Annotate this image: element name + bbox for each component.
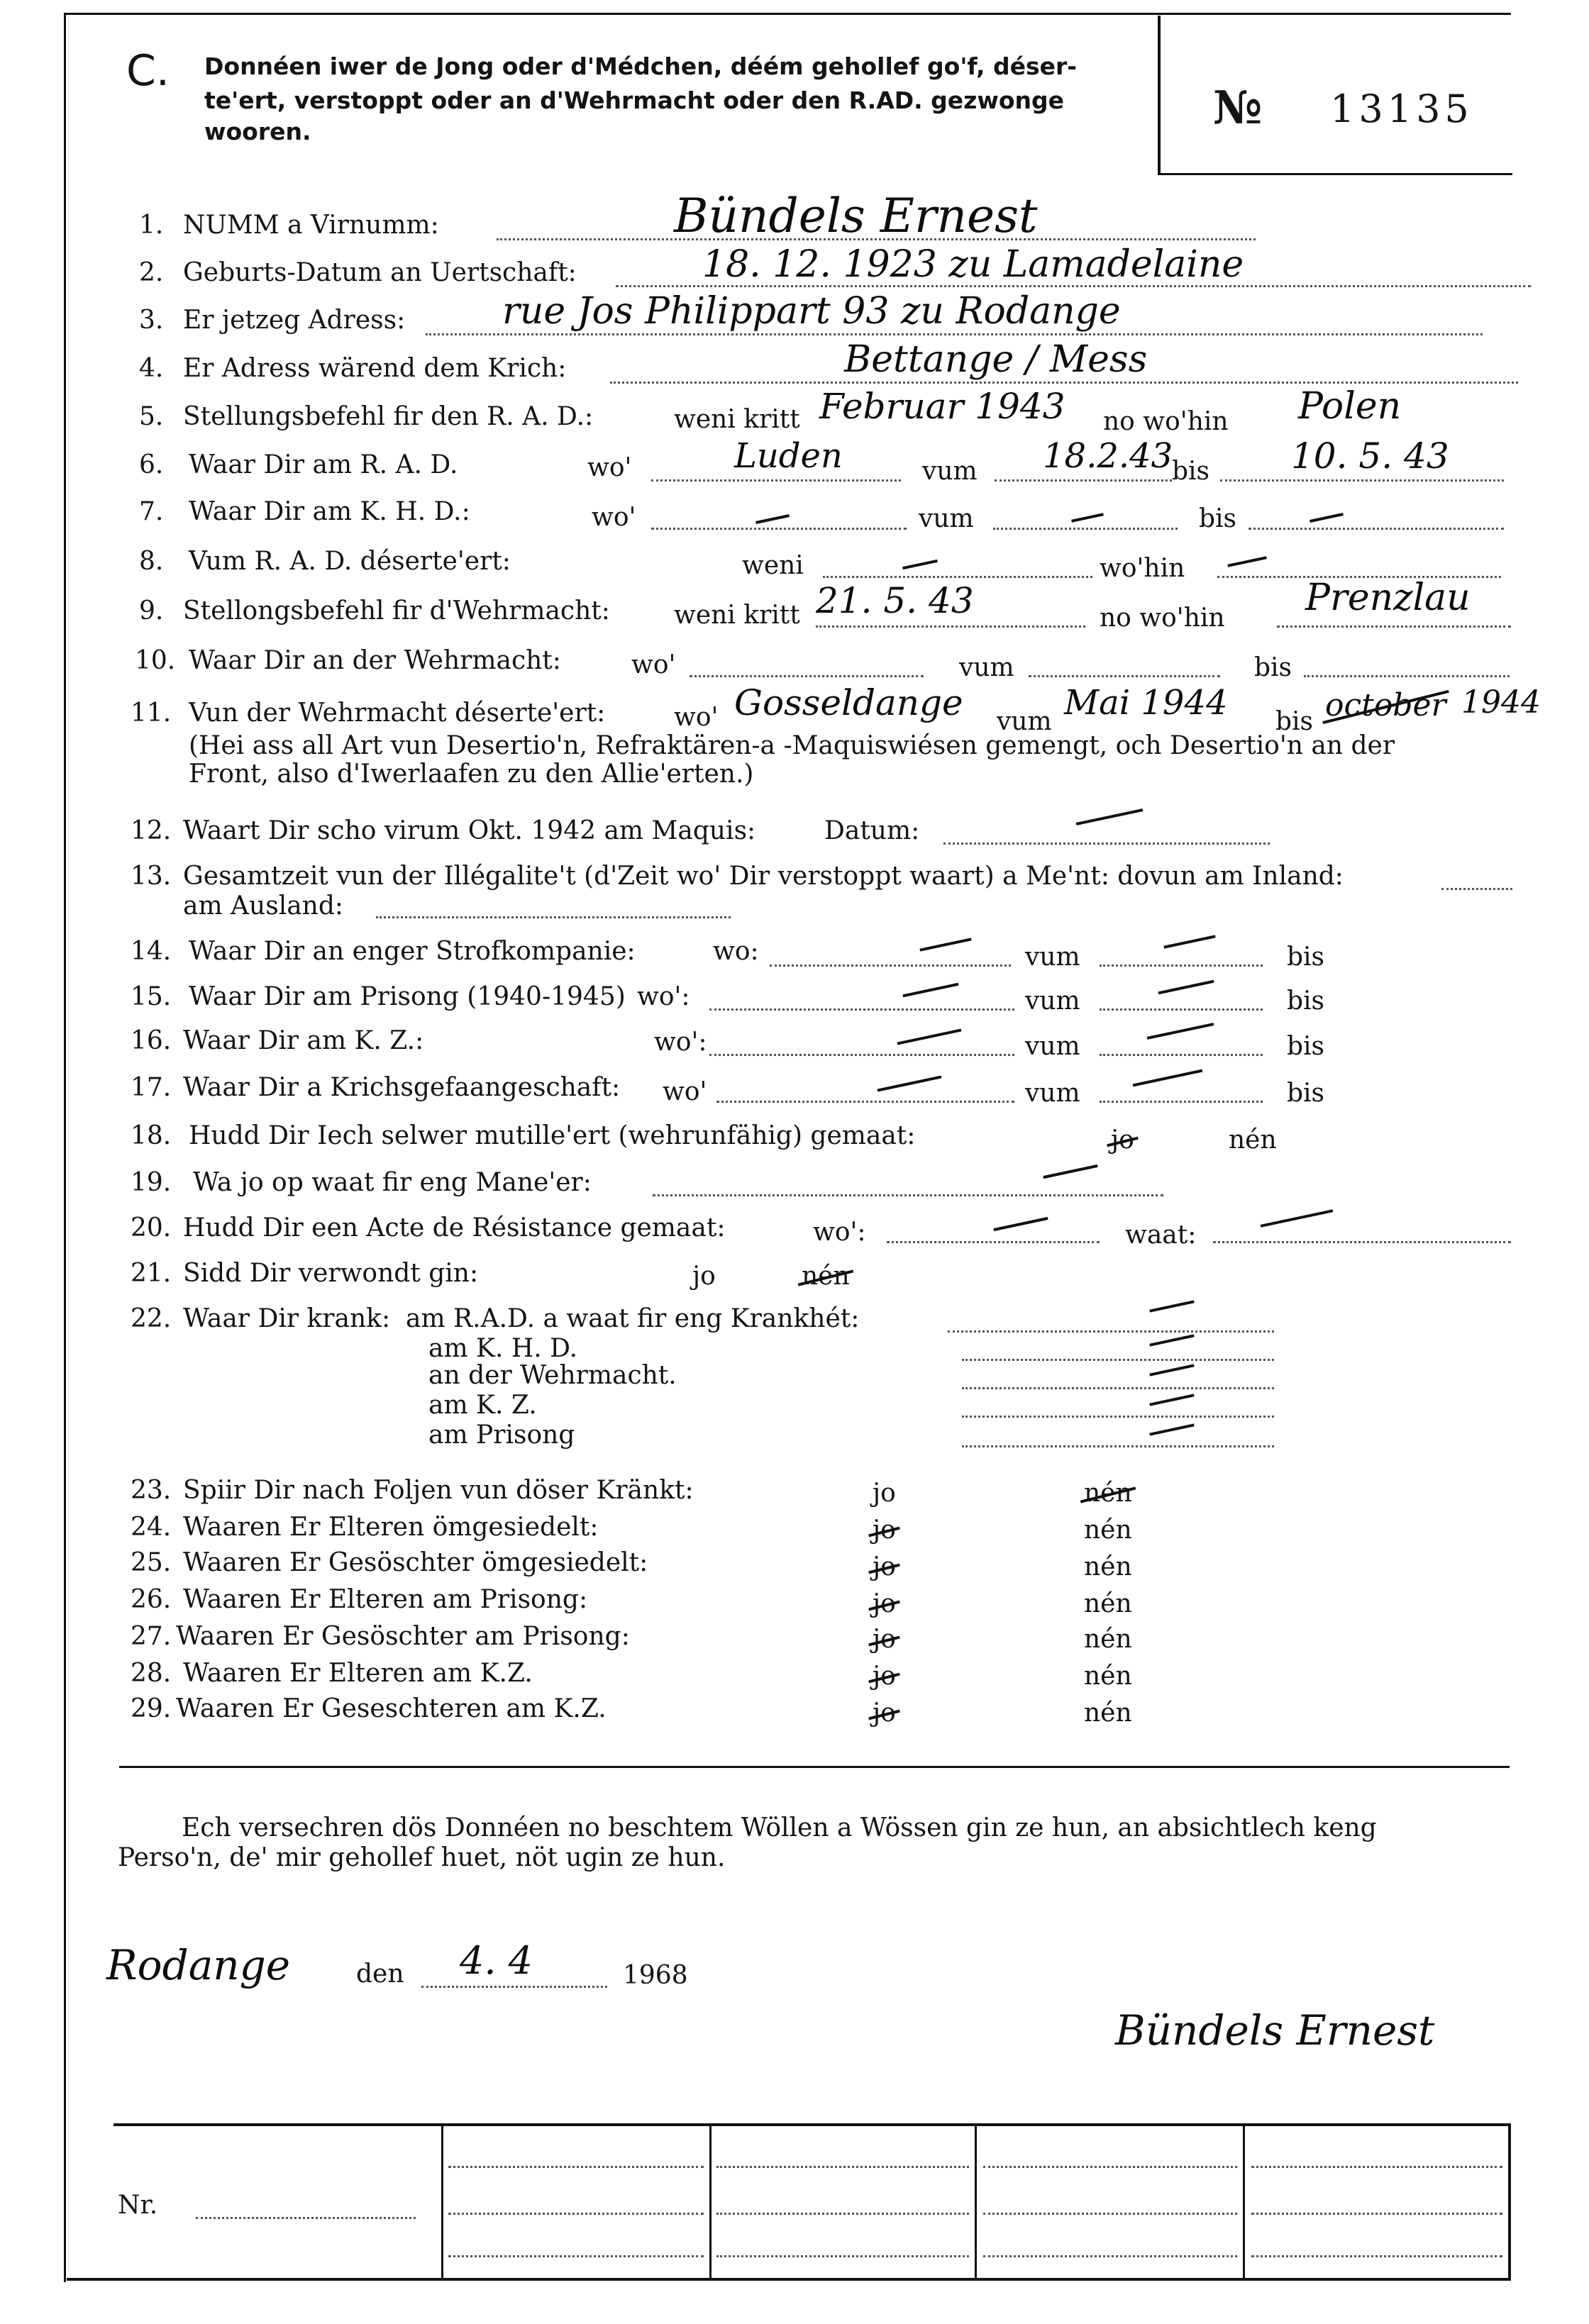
row-number: 5. bbox=[139, 402, 164, 431]
parents-resettled-yes[interactable]: jo bbox=[873, 1516, 896, 1545]
name-label: NUMM a Virnumm: bbox=[183, 211, 439, 240]
illness-wehrmacht-blank bbox=[1149, 1364, 1194, 1376]
wehrmacht-order-when-value[interactable]: 21. 5. 43 bbox=[816, 580, 974, 621]
illegality-label: Gesamtzeit vun der Illégalite't (d'Zeit wo' Dir verstoppt waart) a Me'nt: dovun am Inland: bbox=[183, 862, 1344, 891]
rad-where-value[interactable]: Luden bbox=[734, 436, 843, 476]
footer-cell-line bbox=[983, 2166, 1237, 2168]
number-sign: № bbox=[1213, 82, 1263, 135]
self-mutilation-no[interactable]: nén bbox=[1229, 1125, 1277, 1155]
footer-cell-line bbox=[1251, 2166, 1502, 2168]
illness-consequences-no[interactable]: nén bbox=[1084, 1479, 1132, 1508]
parents-prison-yes[interactable]: jo bbox=[873, 1589, 896, 1618]
footer-cell-line bbox=[448, 2213, 704, 2215]
war-address-label: Er Adress wärend dem Krich: bbox=[183, 354, 567, 383]
rad-to-line bbox=[1220, 479, 1504, 482]
resistance-where-line bbox=[887, 1241, 1100, 1243]
rad-to-value[interactable]: 10. 5. 43 bbox=[1291, 435, 1449, 477]
footer-cell-line bbox=[448, 2166, 704, 2168]
rad-from-value[interactable]: 18.2.43 bbox=[1043, 436, 1173, 476]
row-number: 2. bbox=[139, 258, 164, 287]
penal-company-from-label: vum bbox=[1025, 943, 1080, 972]
form-number: 13135 bbox=[1330, 87, 1473, 131]
kz-from-blank bbox=[1147, 1023, 1214, 1040]
parents-prison-no[interactable]: nén bbox=[1084, 1589, 1132, 1618]
illegality-inland-line bbox=[1441, 888, 1512, 890]
row-number: 28. bbox=[131, 1659, 172, 1688]
row-number: 20. bbox=[131, 1213, 172, 1242]
penal-company-where-blank bbox=[919, 938, 971, 951]
row-number: 11. bbox=[131, 699, 172, 728]
footer-cell-line bbox=[716, 2213, 969, 2215]
pow-label: Waar Dir a Krichsgefaangeschaft: bbox=[183, 1073, 621, 1102]
illegality-abroad-label: am Ausland: bbox=[183, 891, 344, 921]
maquis-date-blank bbox=[1076, 808, 1144, 825]
wehrmacht-desertion-where-label: wo' bbox=[674, 703, 719, 732]
declaration-line-2: Perso'n, de' mir gehollef huet, nöt ugin ze hun. bbox=[118, 1843, 726, 1872]
penal-company-where-label: wo: bbox=[713, 937, 759, 966]
kz-where-label: wo': bbox=[654, 1028, 707, 1057]
wehrmacht-where-line bbox=[690, 675, 924, 677]
parents-kz-label: Waaren Er Elteren am K.Z. bbox=[183, 1659, 533, 1688]
row-number: 25. bbox=[131, 1548, 172, 1577]
footer-cell-line bbox=[983, 2255, 1237, 2257]
rad-desertion-when-line bbox=[823, 576, 1092, 578]
rad-desertion-where-blank bbox=[1227, 556, 1267, 567]
wehrmacht-order-when-line bbox=[816, 626, 1085, 628]
self-mutilation-label: Hudd Dir Iech selwer mutille'ert (wehrunfähig) gemaat: bbox=[189, 1121, 916, 1150]
prison-where-blank bbox=[902, 983, 958, 998]
declaration-line-1: Ech versechren dös Donnéen no beschtem Wöllen a Wössen gin ze hun, an absichtlech keng bbox=[182, 1813, 1377, 1842]
row-number: 6. bbox=[139, 450, 164, 479]
row-number: 13. bbox=[131, 862, 172, 891]
prison-label: Waar Dir am Prisong (1940-1945) bbox=[189, 982, 626, 1011]
pow-where-line bbox=[716, 1101, 1014, 1103]
row-number: 14. bbox=[131, 937, 172, 966]
prison-to-label: bis bbox=[1287, 986, 1325, 1016]
parents-prison-label: Waaren Er Elteren am Prisong: bbox=[183, 1585, 588, 1614]
rad-order-where-value[interactable]: Polen bbox=[1298, 385, 1402, 428]
row-number: 18. bbox=[131, 1121, 172, 1150]
siblings-prison-label: Waaren Er Gesöschter am Prisong: bbox=[176, 1622, 630, 1651]
resistance-label: Hudd Dir een Acte de Résistance gemaat: bbox=[183, 1213, 726, 1242]
wehrmacht-desertion-where-value[interactable]: Gosseldange bbox=[734, 682, 963, 723]
penal-company-from-blank bbox=[1163, 935, 1215, 948]
illness-kz-blank bbox=[1149, 1394, 1194, 1406]
address-line bbox=[426, 333, 1483, 335]
signature-date[interactable]: 4. 4 bbox=[460, 1938, 533, 1983]
khd-where-label: wo' bbox=[592, 503, 636, 532]
row-number: 29. bbox=[131, 1694, 172, 1723]
address-label: Er jetzeg Adress: bbox=[183, 306, 406, 335]
wehrmacht-order-where-value[interactable]: Prenzlau bbox=[1305, 577, 1471, 619]
footer-col-divider-2 bbox=[709, 2123, 712, 2279]
khd-from-blank bbox=[1071, 513, 1104, 522]
footer-nr-line bbox=[196, 2217, 416, 2219]
illness-consequences-yes[interactable]: jo bbox=[873, 1479, 896, 1508]
row-number: 26. bbox=[131, 1585, 172, 1614]
rad-desertion-when-label: weni bbox=[742, 551, 804, 580]
illness-prison-blank bbox=[1149, 1423, 1194, 1435]
pow-to-label: bis bbox=[1287, 1079, 1325, 1108]
footer-cell-line bbox=[448, 2255, 704, 2257]
rad-where-label: wo' bbox=[587, 453, 632, 482]
wehrmacht-to-line bbox=[1304, 675, 1510, 677]
siblings-kz-label: Waaren Er Geseschteren am K.Z. bbox=[176, 1694, 607, 1723]
illness-khd-label: am K. H. D. bbox=[428, 1334, 578, 1363]
resistance-what-line bbox=[1213, 1241, 1511, 1243]
illegality-abroad-line bbox=[376, 916, 731, 918]
prison-from-label: vum bbox=[1025, 986, 1080, 1016]
maquis-date-line bbox=[943, 843, 1270, 845]
wehrmacht-desertion-from-label: vum bbox=[997, 707, 1052, 736]
war-address-value[interactable]: Bettange / Mess bbox=[844, 338, 1148, 381]
row-number: 12. bbox=[131, 816, 172, 845]
row-number: 27. bbox=[131, 1622, 172, 1651]
maquis-label: Waart Dir scho virum Okt. 1942 am Maquis: bbox=[183, 816, 756, 845]
footer-nr-label: Nr. bbox=[118, 2191, 158, 2220]
parents-kz-no[interactable]: nén bbox=[1084, 1662, 1132, 1691]
khd-to-label: bis bbox=[1199, 504, 1237, 533]
signature-date-line bbox=[421, 1986, 607, 1988]
footer-col-divider-4 bbox=[1243, 2123, 1245, 2279]
row-number: 3. bbox=[139, 306, 164, 335]
kz-where-line bbox=[709, 1054, 1014, 1056]
footer-cell-line bbox=[716, 2166, 969, 2168]
khd-where-blank bbox=[755, 514, 790, 524]
wehrmacht-from-line bbox=[1029, 675, 1220, 677]
name-value[interactable]: Bündels Ernest bbox=[674, 189, 1038, 243]
illness-label: Waar Dir krank: bbox=[183, 1304, 391, 1333]
wehrmacht-order-where-label: no wo'hin bbox=[1100, 604, 1225, 633]
resistance-what-blank bbox=[1261, 1209, 1334, 1228]
header-title-line-2: te'ert, verstoppt oder an d'Wehrmacht oder den R.AD. gezwonge bbox=[204, 87, 1065, 114]
parents-resettled-no[interactable]: nén bbox=[1084, 1516, 1132, 1545]
row-number: 22. bbox=[131, 1304, 172, 1333]
footer-cell-line bbox=[1251, 2255, 1502, 2257]
row-number: 7. bbox=[139, 497, 164, 526]
wehrmacht-order-where-line bbox=[1277, 626, 1511, 628]
row-number: 4. bbox=[139, 354, 164, 383]
wehrmacht-to-label: bis bbox=[1254, 653, 1292, 682]
illness-rad-blank bbox=[1149, 1300, 1194, 1312]
resistance-where-blank bbox=[993, 1217, 1048, 1231]
row-number: 23. bbox=[131, 1476, 172, 1505]
illness-prison-line bbox=[962, 1445, 1274, 1447]
rad-label: Waar Dir am R. A. D. bbox=[189, 450, 458, 479]
prison-from-blank bbox=[1158, 980, 1214, 995]
wounded-no[interactable]: nén bbox=[802, 1262, 850, 1291]
header-divider bbox=[1158, 16, 1161, 173]
wehrmacht-order-when-label: weni kritt bbox=[674, 601, 800, 630]
siblings-kz-yes[interactable]: jo bbox=[873, 1698, 896, 1728]
footer-cell-line bbox=[983, 2213, 1237, 2215]
rad-order-where-label: no wo'hin bbox=[1103, 407, 1229, 436]
footer-col-divider-3 bbox=[975, 2123, 977, 2279]
kz-to-label: bis bbox=[1287, 1032, 1325, 1061]
illness-prison-label: am Prisong bbox=[428, 1420, 575, 1450]
row-number: 9. bbox=[139, 596, 164, 626]
signature-place[interactable]: Rodange bbox=[106, 1941, 291, 1989]
wehrmacht-desertion-label: Vun der Wehrmacht déserte'ert: bbox=[189, 699, 606, 728]
header-left-border bbox=[64, 13, 66, 2282]
footer-top-border bbox=[114, 2123, 1511, 2126]
footer-cell-line bbox=[716, 2255, 969, 2257]
wehrmacht-desertion-from-value[interactable]: Mai 1944 bbox=[1064, 683, 1228, 723]
maquis-date-label: Datum: bbox=[824, 816, 920, 845]
row-number: 1. bbox=[139, 211, 164, 240]
birth-label: Geburts-Datum an Uertschaft: bbox=[183, 258, 577, 287]
resistance-where-label: wo': bbox=[813, 1218, 866, 1247]
illness-kz-line bbox=[962, 1416, 1274, 1418]
header-title-line-1: Donnéen iwer de Jong oder d'Médchen, déém gehollef go'f, déser- bbox=[204, 52, 1077, 80]
illness-rad-line bbox=[948, 1330, 1274, 1333]
header-top-border bbox=[64, 13, 1511, 15]
illness-khd-line bbox=[962, 1359, 1274, 1361]
mutilation-manner-label: Wa jo op waat fir eng Mane'er: bbox=[193, 1168, 592, 1197]
rad-from-label: vum bbox=[922, 457, 978, 486]
kz-from-label: vum bbox=[1025, 1032, 1080, 1061]
penal-company-from-line bbox=[1100, 964, 1263, 967]
birth-value[interactable]: 18. 12. 1923 zu Lamadelaine bbox=[702, 243, 1244, 286]
pow-from-label: vum bbox=[1025, 1079, 1080, 1108]
illness-rad-label: am R.A.D. a waat fir eng Krankhét: bbox=[406, 1304, 860, 1333]
siblings-prison-yes[interactable]: jo bbox=[873, 1625, 896, 1654]
row-number: 21. bbox=[131, 1259, 172, 1288]
rad-order-when-label: weni kritt bbox=[674, 405, 800, 434]
rad-where-line bbox=[651, 479, 901, 482]
rad-desertion-where-label: wo'hin bbox=[1100, 554, 1185, 583]
siblings-resettled-label: Waaren Er Gesöschter ömgesiedelt: bbox=[183, 1548, 648, 1577]
kz-label: Waar Dir am K. Z.: bbox=[183, 1026, 424, 1055]
footer-col-divider-1 bbox=[441, 2123, 443, 2279]
prison-from-line bbox=[1100, 1008, 1263, 1011]
footer-right-border bbox=[1508, 2123, 1511, 2281]
signature-year: 1968 bbox=[623, 1961, 688, 1990]
parents-kz-yes[interactable]: jo bbox=[873, 1662, 896, 1691]
resistance-what-label: waat: bbox=[1125, 1221, 1197, 1250]
section-letter: C. bbox=[126, 46, 170, 96]
rad-to-label: bis bbox=[1172, 457, 1210, 486]
wehrmacht-desertion-to-value[interactable]: 1944 bbox=[1461, 684, 1541, 721]
siblings-resettled-no[interactable]: nén bbox=[1084, 1552, 1132, 1581]
mutilation-manner-line bbox=[653, 1194, 1163, 1196]
prison-where-label: wo': bbox=[637, 982, 690, 1011]
siblings-prison-no[interactable]: nén bbox=[1084, 1625, 1132, 1654]
row-number: 15. bbox=[131, 982, 172, 1011]
rad-desertion-label: Vum R. A. D. déserte'ert: bbox=[189, 547, 511, 576]
war-address-line bbox=[610, 382, 1518, 384]
penal-company-label: Waar Dir an enger Strofkompanie: bbox=[189, 937, 636, 966]
pow-where-label: wo' bbox=[663, 1077, 707, 1106]
siblings-kz-no[interactable]: nén bbox=[1084, 1698, 1132, 1728]
row-number: 17. bbox=[131, 1073, 172, 1102]
wehrmacht-desertion-to-struck: october bbox=[1325, 687, 1446, 723]
khd-from-line bbox=[993, 528, 1178, 530]
wehrmacht-label: Waar Dir an der Wehrmacht: bbox=[189, 646, 561, 675]
header-title-line-3: wooren. bbox=[204, 118, 311, 145]
illness-wehrmacht-label: an der Wehrmacht. bbox=[428, 1361, 677, 1390]
pow-from-blank bbox=[1133, 1069, 1203, 1087]
row-number: 19. bbox=[131, 1168, 172, 1197]
declaration-divider bbox=[119, 1766, 1510, 1768]
prison-where-line bbox=[709, 1008, 1014, 1011]
signature-den-label: den bbox=[356, 1959, 404, 1989]
rad-order-label: Stellungsbefehl fir den R. A. D.: bbox=[183, 402, 594, 431]
wehrmacht-desertion-to-label: bis bbox=[1275, 707, 1314, 736]
kz-where-blank bbox=[897, 1028, 962, 1045]
illness-khd-blank bbox=[1149, 1334, 1194, 1346]
rad-order-when-value[interactable]: Februar 1943 bbox=[819, 386, 1065, 427]
siblings-resettled-yes[interactable]: jo bbox=[873, 1552, 896, 1581]
illness-wehrmacht-line bbox=[962, 1387, 1274, 1389]
address-value[interactable]: rue Jos Philippart 93 zu Rodange bbox=[502, 290, 1121, 333]
illness-kz-label: am K. Z. bbox=[428, 1391, 537, 1420]
row-number: 16. bbox=[131, 1026, 172, 1055]
self-mutilation-yes[interactable]: jo bbox=[1111, 1125, 1134, 1155]
wehrmacht-from-label: vum bbox=[959, 653, 1014, 682]
illness-consequences-label: Spiir Dir nach Foljen vun döser Kränkt: bbox=[183, 1476, 694, 1505]
desertion-note-line-2: Front, also d'Iwerlaafen zu den Allie'erten.) bbox=[189, 760, 754, 789]
wehrmacht-order-label: Stellongsbefehl fir d'Wehrmacht: bbox=[183, 596, 610, 626]
header-bottom-border bbox=[1158, 173, 1512, 175]
kz-from-line bbox=[1100, 1054, 1263, 1056]
pow-where-blank bbox=[877, 1075, 942, 1091]
khd-to-line bbox=[1248, 528, 1504, 530]
rad-desertion-when-blank bbox=[902, 560, 938, 569]
khd-from-label: vum bbox=[919, 504, 974, 533]
parents-resettled-label: Waaren Er Elteren ömgesiedelt: bbox=[183, 1513, 599, 1542]
pow-from-line bbox=[1100, 1101, 1263, 1103]
desertion-note-line-1: (Hei ass all Art vun Desertio'n, Refraktären-a -Maquiswiésen gemengt, och Desertio'n an der bbox=[189, 731, 1395, 760]
wounded-label: Sidd Dir verwondt gin: bbox=[183, 1259, 479, 1288]
wounded-yes[interactable]: jo bbox=[692, 1262, 716, 1291]
row-number: 10. bbox=[135, 646, 176, 675]
khd-where-line bbox=[651, 528, 907, 530]
rad-from-line bbox=[995, 479, 1172, 482]
row-number: 24. bbox=[131, 1513, 172, 1542]
khd-to-blank bbox=[1310, 513, 1344, 523]
penal-company-where-line bbox=[770, 964, 1011, 967]
penal-company-to-label: bis bbox=[1287, 943, 1325, 972]
footer-bottom-border bbox=[67, 2278, 1511, 2281]
khd-label: Waar Dir am K. H. D.: bbox=[189, 497, 470, 526]
wehrmacht-where-label: wo' bbox=[631, 650, 676, 679]
footer-cell-line bbox=[1251, 2213, 1502, 2215]
signature[interactable]: Bündels Ernest bbox=[1115, 2006, 1435, 2055]
mutilation-manner-blank bbox=[1043, 1164, 1097, 1179]
row-number: 8. bbox=[139, 547, 164, 576]
